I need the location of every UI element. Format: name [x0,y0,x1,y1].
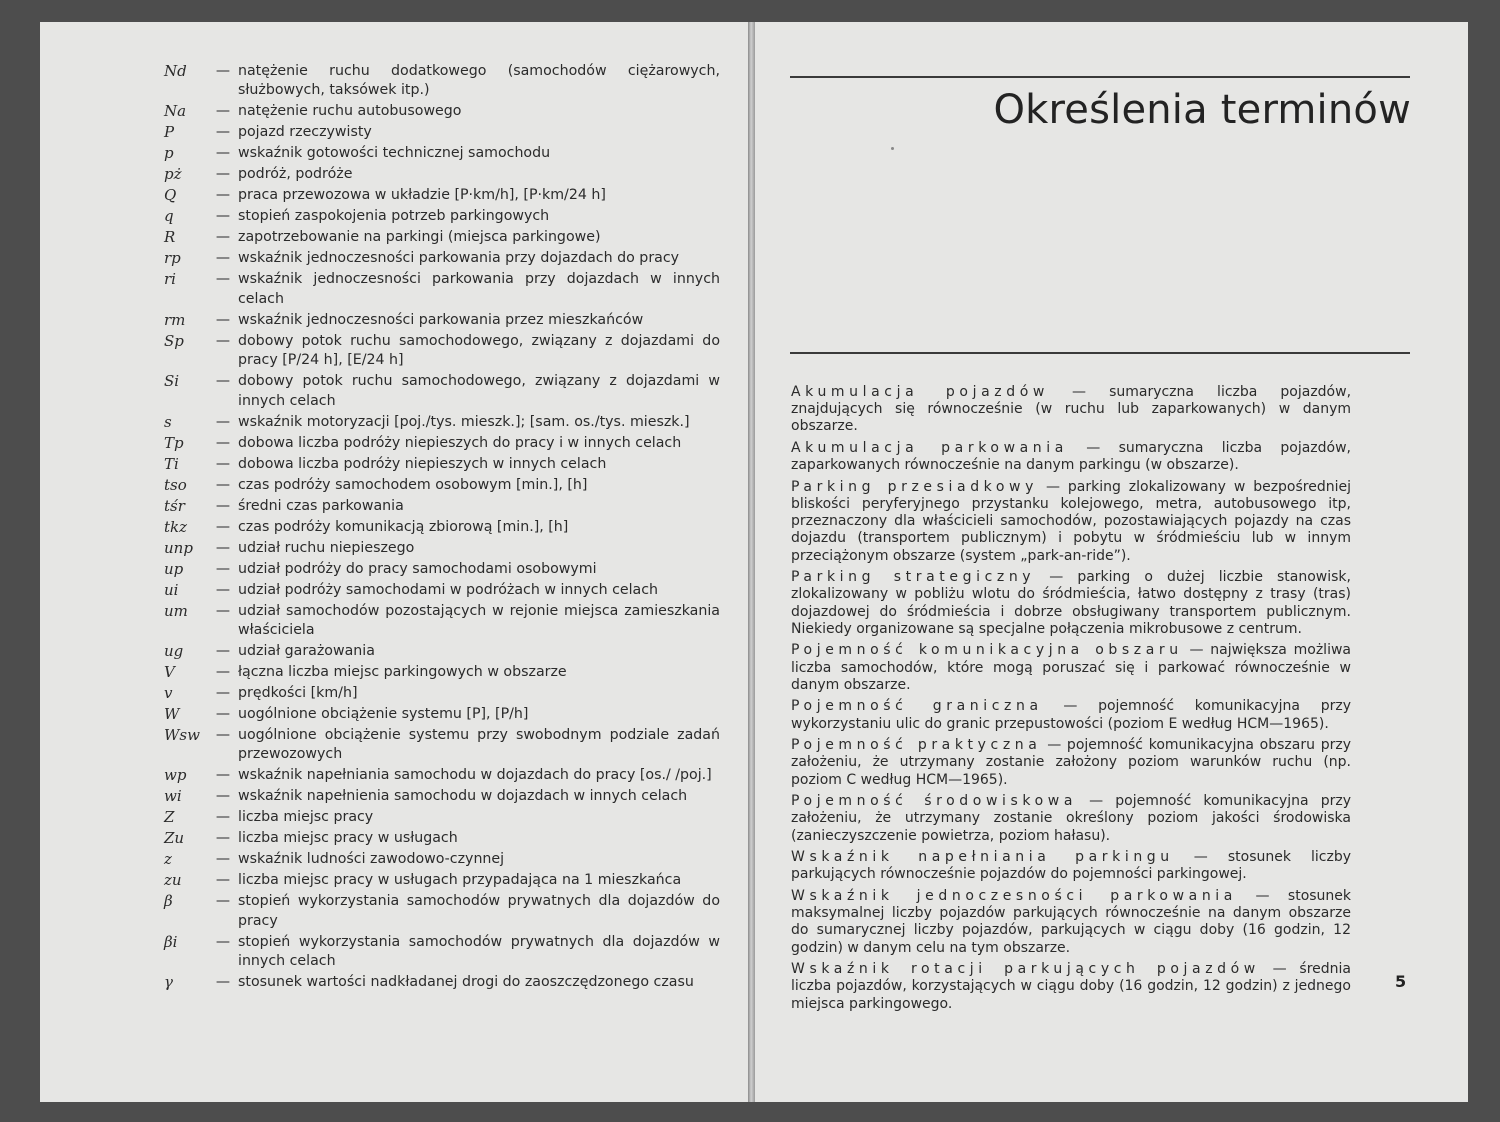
term-entry [791,737,1351,789]
symbol: Ti [164,454,179,473]
symbol: Na [164,102,187,121]
dash-separator: — [215,311,231,328]
symbol-definition: udział ruchu niepieszego [238,539,415,556]
symbol-definition: udział podróży samochodami w podróżach w innych celach [238,581,659,598]
symbol: zu [164,871,182,890]
symbol: ug [164,642,184,661]
symbol-definition: wskaźnik gotowości technicznej samochodu [238,145,551,162]
paper-speck [891,147,894,150]
symbol-row [160,871,720,890]
term-definition: — pojemność komunikacyjna przy wykorzystaniu ulic do granic przepustowości (poziom E według HCM—1965). [791,698,1351,732]
symbol-row [160,560,720,579]
symbol-row [160,372,720,411]
symbol-row [160,165,720,184]
term-entry [791,479,1351,565]
term-entry [791,384,1351,436]
symbol: q [164,207,174,226]
symbol-row [160,850,720,869]
term-name: Wskaźnik rotacji parkujących pojazdów [791,961,1260,978]
symbol: Tp [164,433,184,452]
symbol-row [160,684,720,703]
symbol-definition: liczba miejsc pracy [238,809,374,826]
symbol: s [164,412,172,431]
symbol-definition: uogólnione obciążenie systemu przy swobodnym podziale zadań przewozowych [238,727,720,763]
symbol-definition: wskaźnik ludności zawodowo-czynnej [238,851,505,868]
symbol-row [160,270,720,309]
term-name: Pojemność graniczna [791,698,1043,715]
term-name: Pojemność praktyczna [791,737,1042,754]
book-gutter [748,22,755,1102]
dash-separator: — [215,560,231,577]
dash-separator: — [215,788,231,805]
symbol-definition: uogólnione obciążenie systemu [P], [P/h] [238,706,529,723]
dash-separator: — [215,933,231,950]
symbol-row [160,705,720,724]
symbol-definition: pojazd rzeczywisty [238,124,372,141]
dash-separator: — [215,187,231,204]
dash-separator: — [215,434,231,451]
symbol-row [160,249,720,268]
symbol-definition: wskaźnik napełniania samochodu w dojazdach do pracy [os./ /poj.] [238,767,712,784]
dash-separator: — [215,413,231,430]
term-entry [791,440,1351,474]
symbol: Z [164,808,175,827]
dash-separator: — [215,643,231,660]
symbol-row [160,829,720,848]
symbol-definition: dobowa liczba podróży niepieszych do pracy i w innych celach [238,434,682,451]
symbol-definition: liczba miejsc pracy w usługach [238,830,458,847]
symbol: tso [164,475,187,494]
dash-separator: — [215,581,231,598]
symbol-definition: wskaźnik jednoczesności parkowania przy dojazdach w innych celach [238,271,720,307]
symbol-row [160,726,720,765]
symbol-row [160,62,720,101]
dash-separator: — [215,332,231,349]
middle-rule [790,352,1410,354]
dash-separator: — [215,250,231,267]
symbol: Q [164,186,177,205]
symbol-row [160,808,720,827]
symbol-definition: praca przewozowa w układzie [P·km/h], [P·km/24 h] [238,187,606,204]
dash-separator: — [215,830,231,847]
term-entry [791,849,1351,883]
term-entry [791,888,1351,957]
symbol: β [164,892,173,911]
symbol-row [160,539,720,558]
symbol-row [160,787,720,806]
symbol-definition: stosunek wartości nadkładanej drogi do zaoszczędzonego czasu [238,974,694,991]
dash-separator: — [215,518,231,535]
symbol-definition: prędkości [km/h] [238,685,358,702]
dash-separator: — [215,893,231,910]
section-title: Określenia terminów [993,87,1411,133]
term-definition: — stosunek maksymalnej liczby pojazdów parkujących równocześnie na danym obszarze do sumarycznej liczby pojazdów, parkujących w ciągu doby (16 godzin, 12 godzin) w danym celu na tym obszarze. [791,888,1352,956]
dash-separator: — [215,166,231,183]
symbol-definition: udział garażowania [238,643,375,660]
symbol-definition: zapotrzebowanie na parkingi (miejsca parkingowe) [238,229,601,246]
dash-separator: — [215,974,231,991]
symbol-definition: czas podróży samochodem osobowym [min.], [h] [238,476,588,493]
symbol-row [160,207,720,226]
term-definition: — parking o dużej liczbie stanowisk, zlokalizowany w pobliżu wlotu do śródmieścia, łatwo dostępny z trasy (tras) dojazdowej do śródmieścia i dobrze obsługiwany transportem publicznym. Niekiedy organizowane są specjalne połączenia mikrobusowe z centrum. [791,569,1351,637]
dash-separator: — [215,727,231,744]
symbol: W [164,705,180,724]
dash-separator: — [215,271,231,288]
symbol: R [164,228,176,247]
term-definition: — średnia liczba pojazdów, korzystających w ciągu doby (16 godzin, 12 godzin) z jednego miejsca parkingowego. [791,961,1351,1012]
symbol-definition: podróż, podróże [238,166,353,183]
symbol-row [160,892,720,931]
term-definition: — parking zlokalizowany w bezpośredniej bliskości peryferyjnego przystanku kolejowego, metra, autobusowego itp, przeznaczony dla właścicieli samochodów, pozostawiających pojazdy na czas dojazdu (transportem publicznym) i pobytu w śródmieściu lub w innym przeciążonym obszarze (system „park-an-ride”). [791,478,1351,564]
right-page [755,22,1468,1102]
symbol: Sp [164,331,184,350]
dash-separator: — [215,664,231,681]
symbol: p [164,144,174,163]
symbol-definition: wskaźnik jednoczesności parkowania przy dojazdach do pracy [238,250,680,267]
symbol: unp [164,538,193,557]
symbol: tkz [164,517,188,536]
symbol-row [160,581,720,600]
symbol: ui [164,580,179,599]
term-name: Parking przesiadkowy [791,478,1038,495]
symbol-row [160,332,720,371]
symbol-list [160,62,720,994]
symbol: up [164,559,184,578]
dash-separator: — [215,602,231,619]
term-name: Pojemność komunikacyjna obszaru [791,642,1183,659]
symbol: Nd [164,62,187,80]
symbol: ri [164,270,176,289]
symbol-definition: liczba miejsc pracy w usługach przypadająca na 1 mieszkańca [238,872,682,889]
page-number: 5 [1395,972,1407,991]
term-name: Akumulacja pojazdów [791,384,1049,400]
symbol-definition: stopień zaspokojenia potrzeb parkingowych [238,208,550,225]
symbol-row [160,602,720,641]
symbol: wp [164,766,187,785]
symbol: βi [164,932,178,951]
symbol: wi [164,787,182,806]
symbol: rp [164,249,181,268]
dash-separator: — [215,872,231,889]
symbol: V [164,663,175,682]
term-definition: — sumaryczna liczba pojazdów, znajdujących się równocześnie (w ruchu lub zaparkowanych) w danym obszarze. [791,384,1352,435]
term-list [791,384,1351,1017]
term-name: Parking strategiczny [791,569,1036,586]
symbol: um [164,601,188,620]
term-entry [791,698,1351,732]
dash-separator: — [215,497,231,514]
symbol-definition: czas podróży komunikacją zbiorową [min.], [h] [238,518,569,535]
term-entry [791,793,1351,845]
symbol-definition: udział samochodów pozostających w rejonie miejsca zamieszkania właściciela [238,602,720,639]
symbol-row [160,476,720,495]
term-name: Wskaźnik jednoczesności parkowania [791,888,1237,904]
dash-separator: — [215,145,231,162]
term-definition: — pojemność komunikacyjna przy założeniu, że utrzymany zostanie określony poziom jakości środowiska (zanieczyszczenie powietrza, poziom hałasu). [791,793,1351,844]
dash-separator: — [215,124,231,141]
symbol-definition: wskaźnik jednoczesności parkowania przez mieszkańców [238,311,644,328]
dash-separator: — [215,373,231,390]
symbol-definition: dobowy potok ruchu samochodowego, związany z dojazdami do pracy [P/24 h], [E/24 h] [238,332,720,369]
symbol-row [160,973,720,992]
symbol-definition: natężenie ruchu dodatkowego (samochodów ciężarowych, służbowych, taksówek itp.) [238,63,720,99]
term-definition: — sumaryczna liczba pojazdów, zaparkowanych równocześnie na danym parkingu (w obszarze). [791,440,1352,474]
symbol-definition: średni czas parkowania [238,497,404,514]
symbol: pż [164,165,182,184]
term-definition: — pojemność komunikacyjna obszaru przy założeniu, że utrzymany zostanie założony poziom warunków ruchu (np. poziom C według HCM—1965). [791,737,1351,788]
symbol: Si [164,372,180,391]
symbol-row [160,663,720,682]
term-name: Wskaźnik napełniania parkingu [791,849,1174,866]
symbol: z [164,850,172,869]
symbol-definition: natężenie ruchu autobusowego [238,103,462,120]
symbol-definition: wskaźnik motoryzacji [poj./tys. mieszk.]; [sam. os./tys. mieszk.] [238,413,690,430]
symbol: v [164,684,173,703]
symbol-row [160,455,720,474]
symbol-definition: stopień wykorzystania samochodów prywatnych dla dojazdów w innych celach [238,933,720,970]
symbol-row [160,311,720,330]
symbol: Zu [164,829,185,848]
term-name: Akumulacja parkowania [791,440,1068,456]
dash-separator: — [215,539,231,556]
dash-separator: — [215,851,231,868]
symbol-row [160,434,720,453]
symbol: P [164,123,175,142]
top-rule [790,76,1410,78]
symbol-definition: stopień wykorzystania samochodów prywatnych dla dojazdów do pracy [238,893,720,929]
dash-separator: — [215,103,231,120]
symbol-row [160,144,720,163]
symbol: γ [164,973,173,992]
symbol-definition: wskaźnik napełnienia samochodu w dojazdach w innych celach [238,788,688,805]
symbol: tśr [164,496,185,515]
term-definition: — największa możliwa liczba samochodów, które mogą poruszać się i parkować równocześnie w danym obszarze. [791,642,1351,693]
left-page [40,22,748,1102]
symbol-row [160,413,720,432]
term-name: Pojemność środowiskowa [791,793,1077,810]
symbol-row [160,228,720,247]
symbol: rm [164,310,186,329]
symbol-row [160,766,720,785]
symbol-definition: dobowa liczba podróży niepieszych w innych celach [238,455,607,472]
symbol-definition: udział podróży do pracy samochodami osobowymi [238,560,597,577]
symbol-row [160,497,720,516]
dash-separator: — [215,455,231,472]
symbol-row [160,186,720,205]
term-entry [791,569,1351,638]
dash-separator: — [215,208,231,225]
term-definition: — stosunek liczby parkujących równocześnie pojazdów do pojemności parkingowej. [791,849,1351,883]
symbol-row [160,518,720,537]
term-entry [791,642,1351,694]
symbol: Wsw [164,726,200,745]
term-entry [791,961,1351,1013]
symbol-row [160,642,720,661]
dash-separator: — [215,685,231,702]
symbol-definition: dobowy potok ruchu samochodowego, związany z dojazdami w innych celach [238,373,720,409]
dash-separator: — [215,476,231,493]
dash-separator: — [215,767,231,784]
symbol-row [160,933,720,972]
symbol-row [160,123,720,142]
symbol-definition: łączna liczba miejsc parkingowych w obszarze [238,664,567,681]
dash-separator: — [215,706,231,723]
symbol-row [160,102,720,121]
dash-separator: — [215,229,231,246]
dash-separator: — [215,809,231,826]
dash-separator: — [215,63,231,79]
